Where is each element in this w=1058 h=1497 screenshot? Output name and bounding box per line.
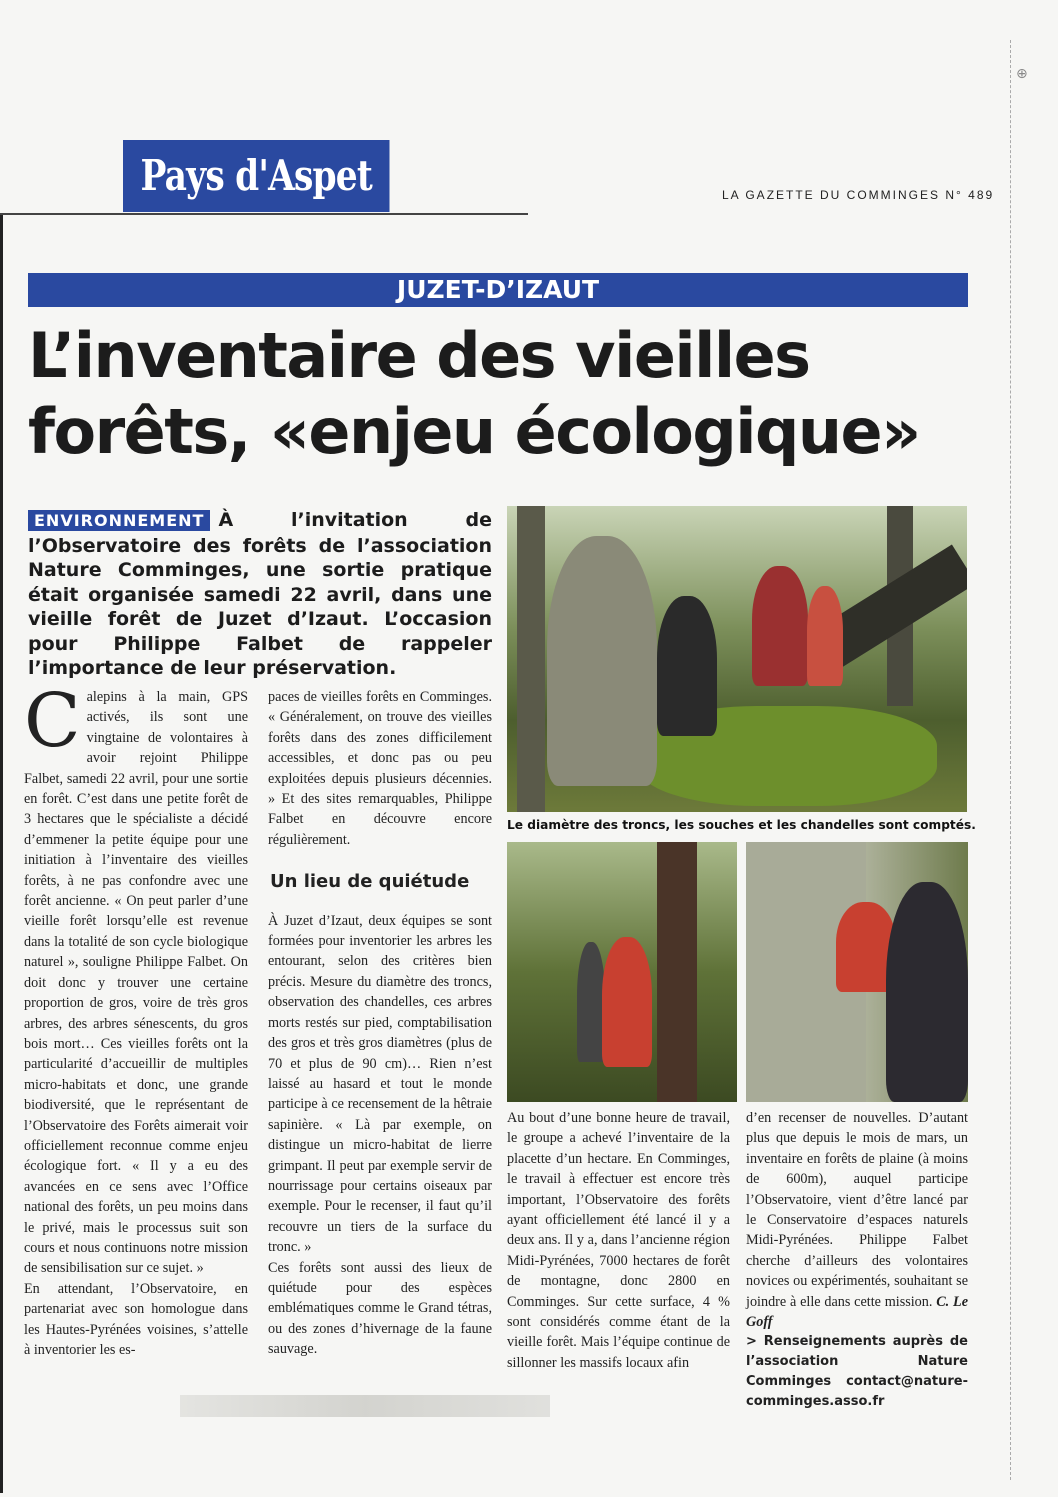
forest-photo-main [507, 506, 967, 812]
person [577, 942, 605, 1062]
person [807, 586, 843, 686]
tree-trunk [517, 506, 545, 812]
article-lead [28, 508, 492, 681]
person [602, 937, 652, 1067]
lead-text: À l’invitation de l’Observatoire des forêts de l’association Nature Comminges, une sortie pratique était organisée samedi 22 avril, dans une vieille forêt de Juzet d’Izaut. L’occasion pour Philippe Falbet de rappeler l’importance de leur préservation. [28, 509, 492, 679]
tree-measure-photo [746, 842, 968, 1102]
person [886, 882, 968, 1102]
paragraph: À Juzet d’Izaut, deux équipes se sont formées pour inventorier les arbres les entourant, selon des critères bien précis. Mesure du diamètre des troncs, observation des chandelles, ces arbres morts restés sur pied, comptabilisation des gros et très gros diamètres (plus de 70 et plus de 90 cm)… Rien n’est laissé au hasard et tout le monde participe à ce recensement de la hêtraie sapinière. « Là par exemple, on distingue un micro-habitat de lierre grimpant. Il peut par exemple servir de nourrissage pour certains oiseaux par exemple. Pour le recenser, il faut qu’il recouvre un tiers de la surface du tronc. » [268, 912, 492, 1256]
article-headline [28, 318, 978, 470]
publication-name: LA GAZETTE DU COMMINGES N° 489 [722, 188, 995, 202]
clipping-left-edge [0, 213, 3, 1493]
clipping-right-edge [1010, 40, 1011, 1480]
person [547, 536, 657, 786]
paragraph: paces de vieilles forêts en Comminges. « Généralement, on trouve des vieilles forêts dans des zones difficilement accessibles, et donc pas ou peu exploitées depuis plusieurs décennies. » Et des sites remarquables, Philippe Falbet en découvre encore régulièrement. [268, 689, 492, 848]
subheading: Un lieu de quiétude [270, 871, 470, 893]
location-kicker: JUZET-D’IZAUT [28, 273, 968, 307]
paragraph [746, 1108, 968, 1332]
paragraph: alepins à la main, GPS activés, ils sont une vingtaine de volontaires à avoir rejoint Philippe Falbet, samedi 22 avril, pour une sortie en forêt. C’est dans une petite forêt de 3 hectares que le spécialiste a décidé d’emmener la petite équipe pour une initiation à l’inventaire des vieilles forêts, à ne pas confondre avec une forêt ancienne. « On peut parler d’une vieille forêt lorsqu’elle est revenue dans la totalité de son cycle biologique naturel », souligne Philippe Falbet. On doit donc y trouver une certaine proportion de gros, voire de très gros arbres, des arbres sénescents, du gros bois mort… Ces vieilles forêts ont la particularité d’accueillir de multiples micro-habitats et donc, une grande biodiversité, que le représentant de l’Observatoire des Forêts aimerait voir officiellement reconnue comme enjeu écologique fort. « Il y a eu des avancées en ce sens avec l’Office national des forêts, un peu moins dans le privé, mais le processus suit son cours et nous continuons notre mission de sensibilisation sur ce sujet. » [24, 689, 248, 1277]
column-1 [24, 678, 248, 1360]
headline-line-1: L’inventaire des vieilles [28, 319, 810, 392]
column-2 [268, 687, 492, 1360]
headline-line-2: forêts, «enjeu écologique» [28, 395, 920, 468]
tree-trunk [657, 842, 697, 1102]
clipping-top-edge [0, 213, 528, 215]
person [657, 596, 717, 736]
registration-mark-icon: ⊕ [1016, 66, 1028, 82]
scan-artifact [180, 1395, 550, 1417]
photo-caption: Le diamètre des troncs, les souches et les chandelles sont comptés. [507, 818, 976, 832]
paragraph: Au bout d’une bonne heure de travail, le groupe a achevé l’inventaire de la placette d’un hectare. En Comminges, le travail à effectuer est encore très important, l’Observatoire des forêts ayant officiellement été lancé il y a deux ans. Il y a, dans l’ancienne région Midi-Pyrénées, 7000 hectares de forêt de montagne, donc 2800 en Comminges. Sur cette surface, 4 % sont considérés comme étant de la vieille forêt. Mais l’équipe continue de sillonner les massifs locaux afin [507, 1110, 730, 1371]
author-signature: C. Le Goff [746, 1293, 968, 1331]
forest-photo-team [507, 842, 737, 1102]
contact-info: > Renseignements auprès de l’association Nature Comminges contact@nature-comminges.asso.fr [746, 1334, 968, 1410]
dropcap: C [24, 678, 81, 764]
paragraph-text: d’en recenser de nouvelles. D’autant plus que depuis le mois de mars, un inventaire en forêts de plaine (à moins de 600m), auquel participe l’Observatoire, vient d’être lancé par le Conservatoire d’espaces naturels Midi-Pyrénées. Philippe Falbet cherche d’ailleurs des volontaires novices ou expérimentés, souhaitant se joindre à elle dans cette mission. [746, 1110, 968, 1310]
column-3 [507, 1108, 730, 1373]
section-title: Pays d'Aspet [123, 140, 390, 212]
rubric-badge: ENVIRONNEMENT [28, 510, 210, 531]
paragraph: En attendant, l’Observatoire, en partenariat avec son homologue dans les Hautes-Pyrénées voisines, s’attelle à inventorier les es- [24, 1280, 248, 1358]
paragraph: Ces forêts sont aussi des lieux de quiétude pour des espèces emblématiques comme le Grand tétras, ou des zones d’hivernage de la faune sauvage. [268, 1259, 492, 1358]
person [752, 566, 808, 686]
column-4 [746, 1108, 968, 1412]
